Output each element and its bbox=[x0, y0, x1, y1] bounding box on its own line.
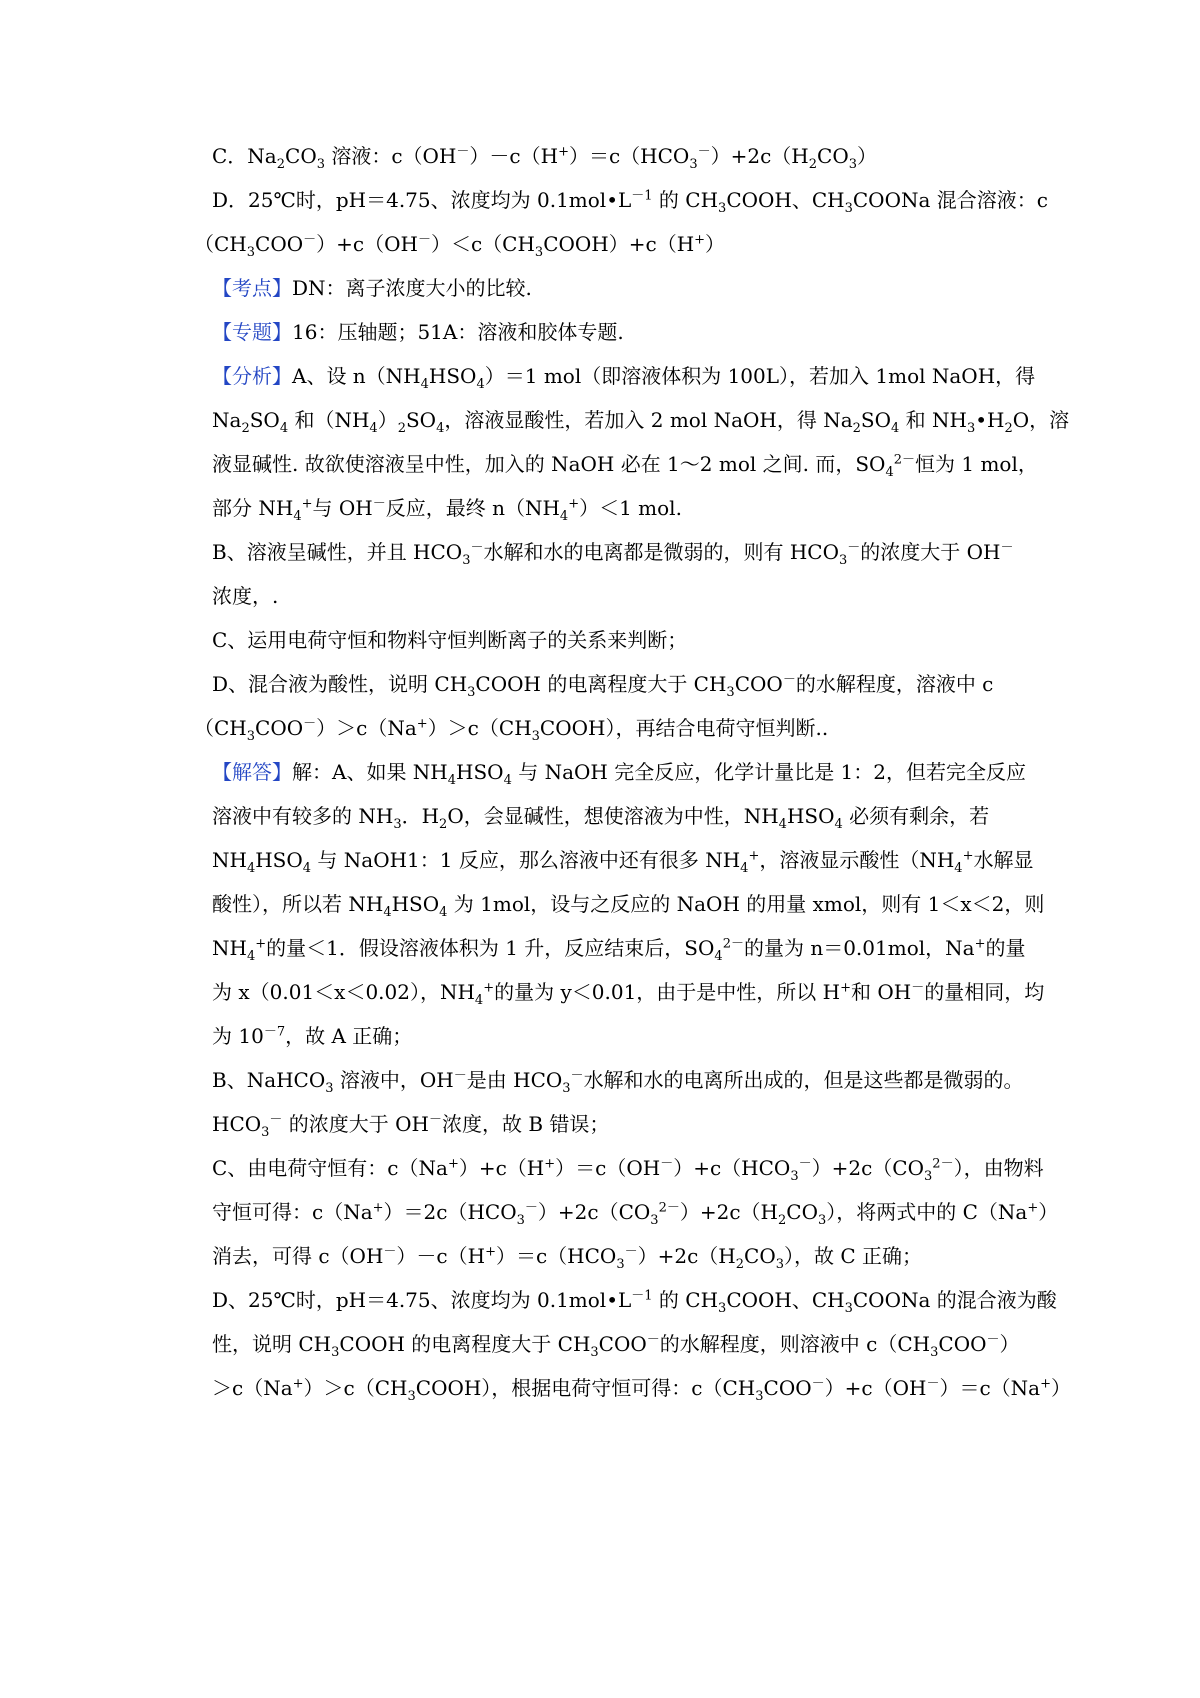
kaodian-line: 【考点】DN：离子浓度大小的比较. bbox=[212, 276, 532, 300]
answer-c-line-3: 消去，可得 $c(OH^-)-c(H^+)=c(HCO_3^-)+2c(H_2CO_3)$，故 C 正确； bbox=[212, 1244, 923, 1272]
answer-b-line-2: $HCO_3^-$ 的浓度大于 OH－浓度，故 B 错误； bbox=[212, 1112, 610, 1140]
answer-c-line-1: C、由电荷守恒有：$c(Na^+)+c(H^+)=c(OH^-)+c(HCO_3^-)+2c(CO_3^{2-})$，由物料 bbox=[212, 1156, 1044, 1184]
answer-d-line-2: 性，说明 $CH_3COOH$ 的电离程度大于 $CH_3COO^-$的水解程度，则溶液中 $c(CH_3COO^-)$ bbox=[212, 1332, 1020, 1360]
analysis-d-line-2: $(CH_3COO^-)>c(Na^+)>c(CH_3COOH)$，再结合电荷守恒判断.. bbox=[194, 716, 829, 744]
answer-d-line-1: D、25℃时，pH＝4.75、浓度均为 $0.1mol•L^{-1}$ 的 $CH_3COOH$、$CH_3COONa$ 的混合液为酸 bbox=[212, 1288, 1057, 1316]
answer-line-7: 为 $10^{-7}$，故 A 正确； bbox=[212, 1024, 413, 1048]
option-d-line-1: D．25℃时，pH＝4.75、浓度均为 $0.1mol•L^{-1}$ 的 $CH_3COOH$、$CH_3COONa$ 混合溶液：c bbox=[212, 188, 1048, 216]
analysis-line-4: 部分 $NH_4^+$与 OH－反应，最终 $n(NH_4^+)<1$ mol. bbox=[212, 496, 682, 524]
zhuanti-line: 【专题】16：压轴题；51A：溶液和胶体专题. bbox=[212, 320, 624, 344]
option-c-line: C．$Na_2CO_3$ 溶液：$c(OH^-)-c(H^+)=c(HCO_3^-)+2c(H_2CO_3)$ bbox=[212, 144, 878, 172]
analysis-b-line-2: 浓度，. bbox=[212, 584, 279, 608]
answer-c-line-2: 守恒可得：$c(Na^+)=2c(HCO_3^-)+2c(CO_3^{2-})+2c(H_2CO_3)$，将两式中的 C（Na+） bbox=[212, 1200, 1059, 1228]
analysis-d-line-1: D、混合液为酸性，说明 $CH_3COOH$ 的电离程度大于 $CH_3COO^-$的水解程度，溶液中 c bbox=[212, 672, 994, 700]
analysis-c-line: C、运用电荷守恒和物料守恒判断离子的关系来判断； bbox=[212, 628, 688, 652]
analysis-b-line-1: B、溶液呈碱性，并且 $HCO_3^-$水解和水的电离都是微弱的，则有 $HCO_3^-$的浓度大于 OH－ bbox=[212, 540, 1014, 568]
option-d-line-2: $(CH_3COO^-)+c(OH^-)<c(CH_3COOH)+c(H^+)$ bbox=[194, 232, 726, 260]
answer-line-2: 溶液中有较多的 $NH_3$．$H_2O$，会显碱性，想使溶液为中性，$NH_4HSO_4$ 必须有剩余，若 bbox=[212, 804, 990, 832]
answer-line-1: 【解答】解：A、如果 $NH_4HSO_4$ 与 NaOH 完全反应，化学计量比是 1：2，但若完全反应 bbox=[212, 760, 1026, 788]
answer-d-line-3: $>c(Na^+)>c(CH_3COOH)$，根据电荷守恒可得：$c(CH_3COO^-)+c(OH^-)=c(Na^+)$ bbox=[212, 1376, 1071, 1404]
answer-line-3: $NH_4HSO_4$ 与 NaOH1：1 反应，那么溶液中还有很多 $NH_4^+$，溶液显示酸性（$NH_4^+$水解显 bbox=[212, 848, 1034, 876]
analysis-line-2: $Na_2SO_4$ 和$(NH_4)_2SO_4$，溶液显酸性，若加入 2 mol NaOH，得 $Na_2SO_4$ 和 $NH_3•H_2O$，溶 bbox=[212, 408, 1070, 436]
answer-line-6: 为 x（0.01＜x＜0.02），$NH_4^+$的量为 y＜0.01，由于是中性，所以 H+和 OH－的量相同，均 bbox=[212, 980, 1045, 1008]
analysis-line-3: 液显碱性. 故欲使溶液呈中性，加入的 NaOH 必在 1～2 mol 之间. 而，$SO_4^{2-}$恒为 1 mol， bbox=[212, 452, 1038, 480]
answer-line-4: 酸性），所以若 $NH_4HSO_4$ 为 1mol，设与之反应的 NaOH 的用量 xmol，则有 1＜x＜2，则 bbox=[212, 892, 1045, 920]
answer-b-line-1: B、NaHCO$_3$ 溶液中，OH－是由 $HCO_3^-$水解和水的电离所出成的，但是这些都是微弱的。 bbox=[212, 1068, 1024, 1096]
answer-line-5: $NH_4^+$的量＜1．假设溶液体积为 1 升，反应结束后，$SO_4^{2-}$的量为 n＝0.01mol，Na+的量 bbox=[212, 936, 1026, 964]
analysis-line-1: 【分析】A、设 $n(NH_4HSO_4)=1$ mol（即溶液体积为 100L），若加入 1mol NaOH，得 bbox=[212, 364, 1036, 392]
